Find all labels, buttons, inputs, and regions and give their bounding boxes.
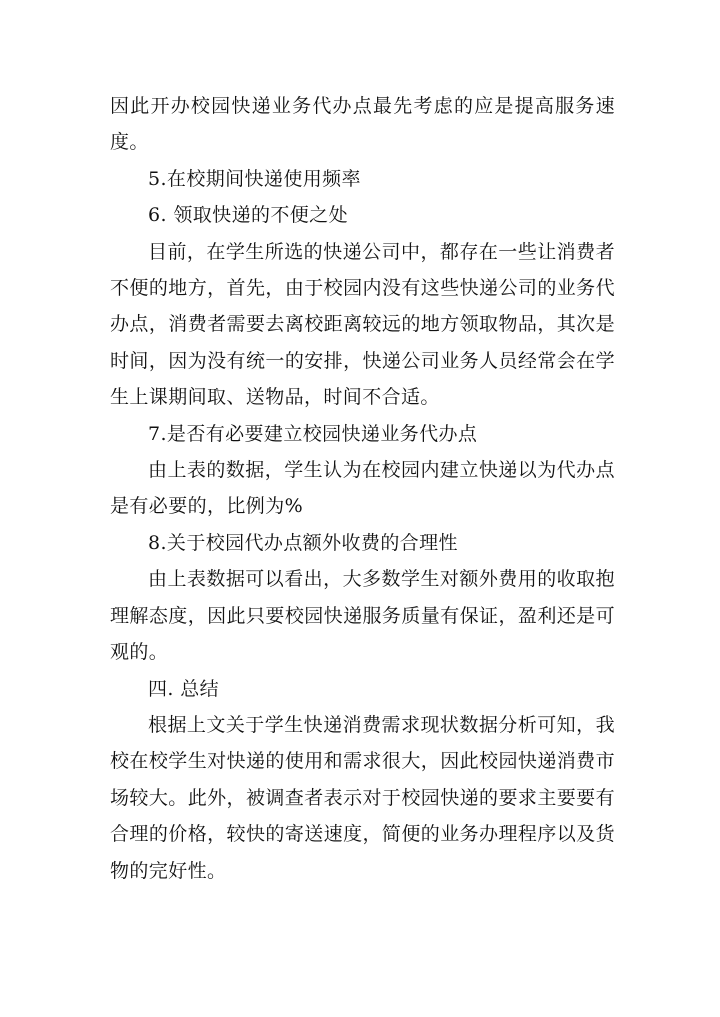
document-page	[110, 88, 615, 889]
heading-summary: 四. 总结	[148, 677, 220, 700]
paragraph-summary-details: 根据上文关于学生快递消费需求现状数据分析可知，我校在校学生对快递的使用和需求很大，因此校园快递消费市场较大。此外，被调查者表示对于校园快递的要求主要要有合理的价格，较快的寄送速度，简便的业务办理程序以及货物的完好性。	[110, 713, 615, 882]
paragraph-service-speed: 因此开办校园快递业务代办点最先考虑的应是提高服务速度。	[110, 95, 615, 154]
heading-necessity: 7.是否有必要建立校园快递业务代办点	[148, 422, 478, 445]
heading-usage-frequency: 5.在校期间快递使用频率	[148, 167, 361, 190]
paragraph-extra-fee-details: 由上表数据可以看出，大多数学生对额外费用的收取抱理解态度，因此只要校园快递服务质量有保证，盈利还是可观的。	[110, 568, 615, 664]
heading-extra-fee: 8.关于校园代办点额外收费的合理性	[148, 531, 458, 554]
heading-pickup-inconvenience: 6. 领取快递的不便之处	[148, 204, 348, 227]
paragraph-necessity-details: 由上表的数据，学生认为在校园内建立快递以为代办点是有必要的，比例为%	[110, 459, 615, 518]
paragraph-inconvenience-details: 目前，在学生所选的快递公司中，都存在一些让消费者不便的地方，首先，由于校园内没有这些快递公司的业务代办点，消费者需要去离校距离较远的地方领取物品，其次是时间，因为没有统一的安排，快递公司业务人员经常会在学生上课期间取、送物品，时间不合适。	[110, 240, 615, 409]
